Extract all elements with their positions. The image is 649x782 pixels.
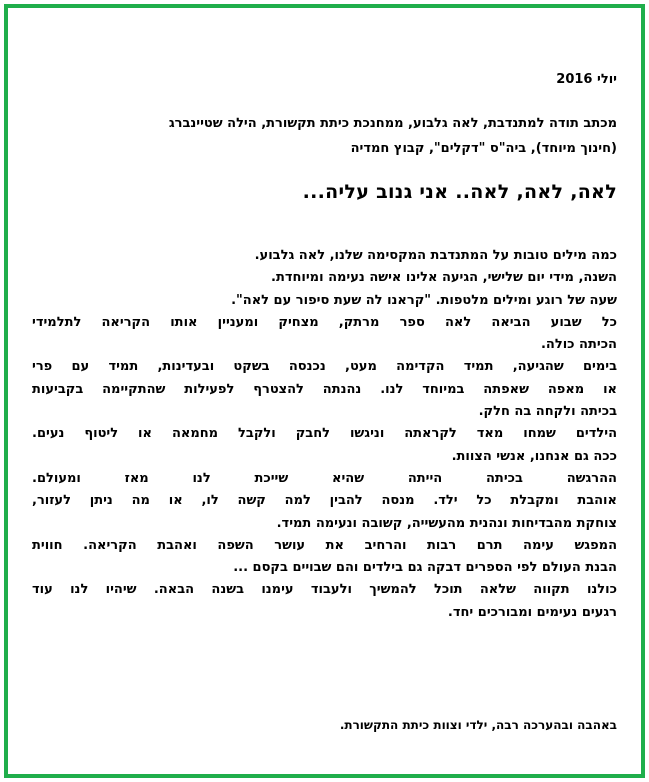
letter-intro <box>32 111 617 161</box>
body-line: שעה של רוגע ומילים מלטפות. "קראנו לה שעת סיפור עם לאה". <box>231 292 617 308</box>
body-line: כל שבוע הביאה לאה ספר מרתק, מצחיק ומעניין אותו הקריאה לתלמידי <box>32 314 617 330</box>
body-line: ככה גם אנחנו, אנשי הצוות. <box>451 448 617 464</box>
body-line: רגעים נעימים ומבורכים יחד. <box>447 604 617 620</box>
body-line: בימים שהגיעה, תמיד הקדימה מעט, נכנסה בשקט ובעדינות, תמיד עם פרי <box>32 359 617 375</box>
letter-headline: לאה, לאה, לאה.. אני גנוב עליה... <box>302 181 617 203</box>
body-line: בכיתה ולקחה בה חלק. <box>478 404 617 420</box>
letter-content <box>32 72 617 624</box>
letter-signature: באהבה ובהערכה רבה, ילדי וצוות כיתת התקשורת. <box>339 718 617 732</box>
intro-line: מכתב תודה למתנדבת, לאה גלבוע, ממחנכת כיתת תקשורת, הילה שטיינברג <box>168 116 617 131</box>
intro-line: (חינוך מיוחד), ביה"ס "דקלים", קבוץ חמדיה <box>350 141 617 156</box>
body-line: המפגש עימה תרם רבות והרחיב את עושר השפה ואהבת הקריאה. חווית <box>32 537 617 553</box>
body-line: אוהבת ומקבלת כל ילד. מנסה להבין למה קשה לו, או מה ניתן לעזור, <box>32 493 617 509</box>
body-line: השנה, מידי יום שלישי, הגיעה אלינו אישה נעימה ומיוחדת. <box>271 270 617 286</box>
letter-date: יולי 2016 <box>556 72 617 87</box>
body-line: הבנת העולם לפי הספרים דבקה גם בילדים והם שבויים בקסם ... <box>233 560 617 576</box>
body-line: כולנו תקווה שלאה תוכל להמשיך ולעבוד עימנו בשנה הבאה. שיהיו לנו עוד <box>32 582 617 598</box>
body-line: כמה מילים טובות על המתנדבת המקסימה שלנו, לאה גלבוע. <box>254 248 617 263</box>
body-line: צוחקת מהבדיחות ונהנית מהעשייה, קשובה ונעימה תמיד. <box>276 515 617 531</box>
body-line: הילדים שמחו מאד לקראתה וניגשו לחבק ולקבל מחמאה או ליטוף נעים. <box>32 426 617 442</box>
body-line: הכיתה כולה. <box>540 337 617 353</box>
letter-body <box>32 245 617 624</box>
body-line: או מאפה שאפתה במיוחד לנו. נהנתה להצטרף לפעילות שהתקיימה בקביעות <box>32 381 617 397</box>
body-line: ההרגשה בכיתה הייתה שהיא שייכת לנו מאז ומעולם. <box>32 470 617 486</box>
